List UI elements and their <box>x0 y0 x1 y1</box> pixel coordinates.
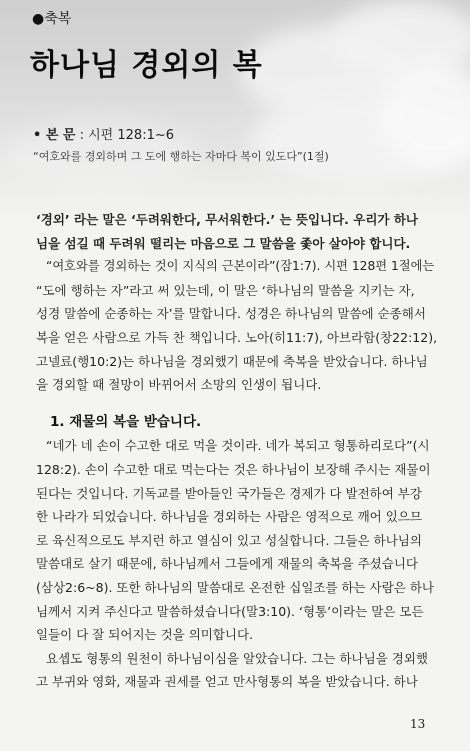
text-line: 복을 얻은 사람으로 가득 찬 책입니다. 노아(히11:7), 아브라함(창22:12), <box>36 329 438 345</box>
text-line: 을 경외할 때 절망이 바뀌어서 소망의 인생이 됩니다. <box>36 377 322 393</box>
text-line: 성경 말씀에 순종하는 자’를 말합니다. 성경은 하나님의 말씀에 순종해서 <box>36 306 426 322</box>
text-line: 한 나라가 되었습니다. 하나님을 경외하는 사람은 영적으로 깨어 있으므 <box>36 509 422 525</box>
text-line: 님을 섬길 때 두려워 떨리는 마음으로 그 말씀을 좇아 살아야 합니다. <box>36 235 411 251</box>
key-verse-quote: “여호와를 경외하며 그 도에 행하는 자마다 복이 있도다”(1절) <box>33 150 329 163</box>
body-text <box>36 208 438 694</box>
text-line: 고 부귀와 영화, 재물과 권세를 얻고 만사형통의 복을 받았습니다. 하나 <box>36 674 418 690</box>
text-line: 고넬료(행10:2)는 하나님을 경외했기 때문에 축복을 받았습니다. 하나님 <box>36 353 428 369</box>
text-line: “여호와를 경외하는 것이 지식의 근본이라”(잠1:7). 시편 128편 1절에는 <box>46 259 435 274</box>
text-line: “도에 행하는 자”라고 써 있는데, 이 말은 ‘하나님의 말씀을 지키는 자, <box>36 282 415 298</box>
reference-value: : 시편 128:1~6 <box>75 128 175 143</box>
text-line: “네가 네 손이 수고한 대로 먹을 것이라. 네가 복되고 형통하리로다”(시 <box>46 438 430 454</box>
page-number: 13 <box>410 717 426 731</box>
paragraph-1 <box>36 208 438 397</box>
paragraph-2 <box>36 434 438 694</box>
text-line: 말씀대로 살기 때문에, 하나님께서 그들에게 재물의 축복을 주셨습니다 <box>36 556 418 572</box>
text-line: 일들이 다 잘 되어지는 것을 의미합니다. <box>36 627 254 643</box>
text-line: 된다는 것입니다. 기독교를 받아들인 국가들은 경제가 다 발전하여 부강 <box>36 485 422 501</box>
text-line: 128:2). 손이 수고한 대로 먹는다는 것은 하나님이 보장해 주시는 재물이 <box>36 461 431 477</box>
text-line: (삼상2:6~8). 또한 하나님의 말씀대로 온전한 십일조를 하는 사람은 하나 <box>36 579 435 595</box>
section-heading: 1. 재물의 복을 받습니다. <box>50 413 202 430</box>
text-line: 요셉도 형통의 원천이 하나님이심을 알았습니다. 그는 하나님을 경외했 <box>46 650 428 666</box>
text-line: 로 육신적으로도 부지런 하고 열심이 있고 성실합니다. 그들은 하나님의 <box>36 532 422 548</box>
page-title: 하나님 경외의 복 <box>30 48 263 83</box>
header-sky-image <box>0 0 470 225</box>
scripture-reference <box>33 124 174 143</box>
reference-label: • 본 문 <box>33 128 76 143</box>
text-line: ‘경외’ 라는 말은 ‘두려워한다, 무서워한다.’ 는 뜻입니다. 우리가 하나 <box>36 212 419 227</box>
text-line: 님께서 지켜 주신다고 말씀하셨습니다(말3:10). ‘형통’이라는 말은 모든 <box>36 603 424 619</box>
category-label: ●축복 <box>32 11 72 27</box>
